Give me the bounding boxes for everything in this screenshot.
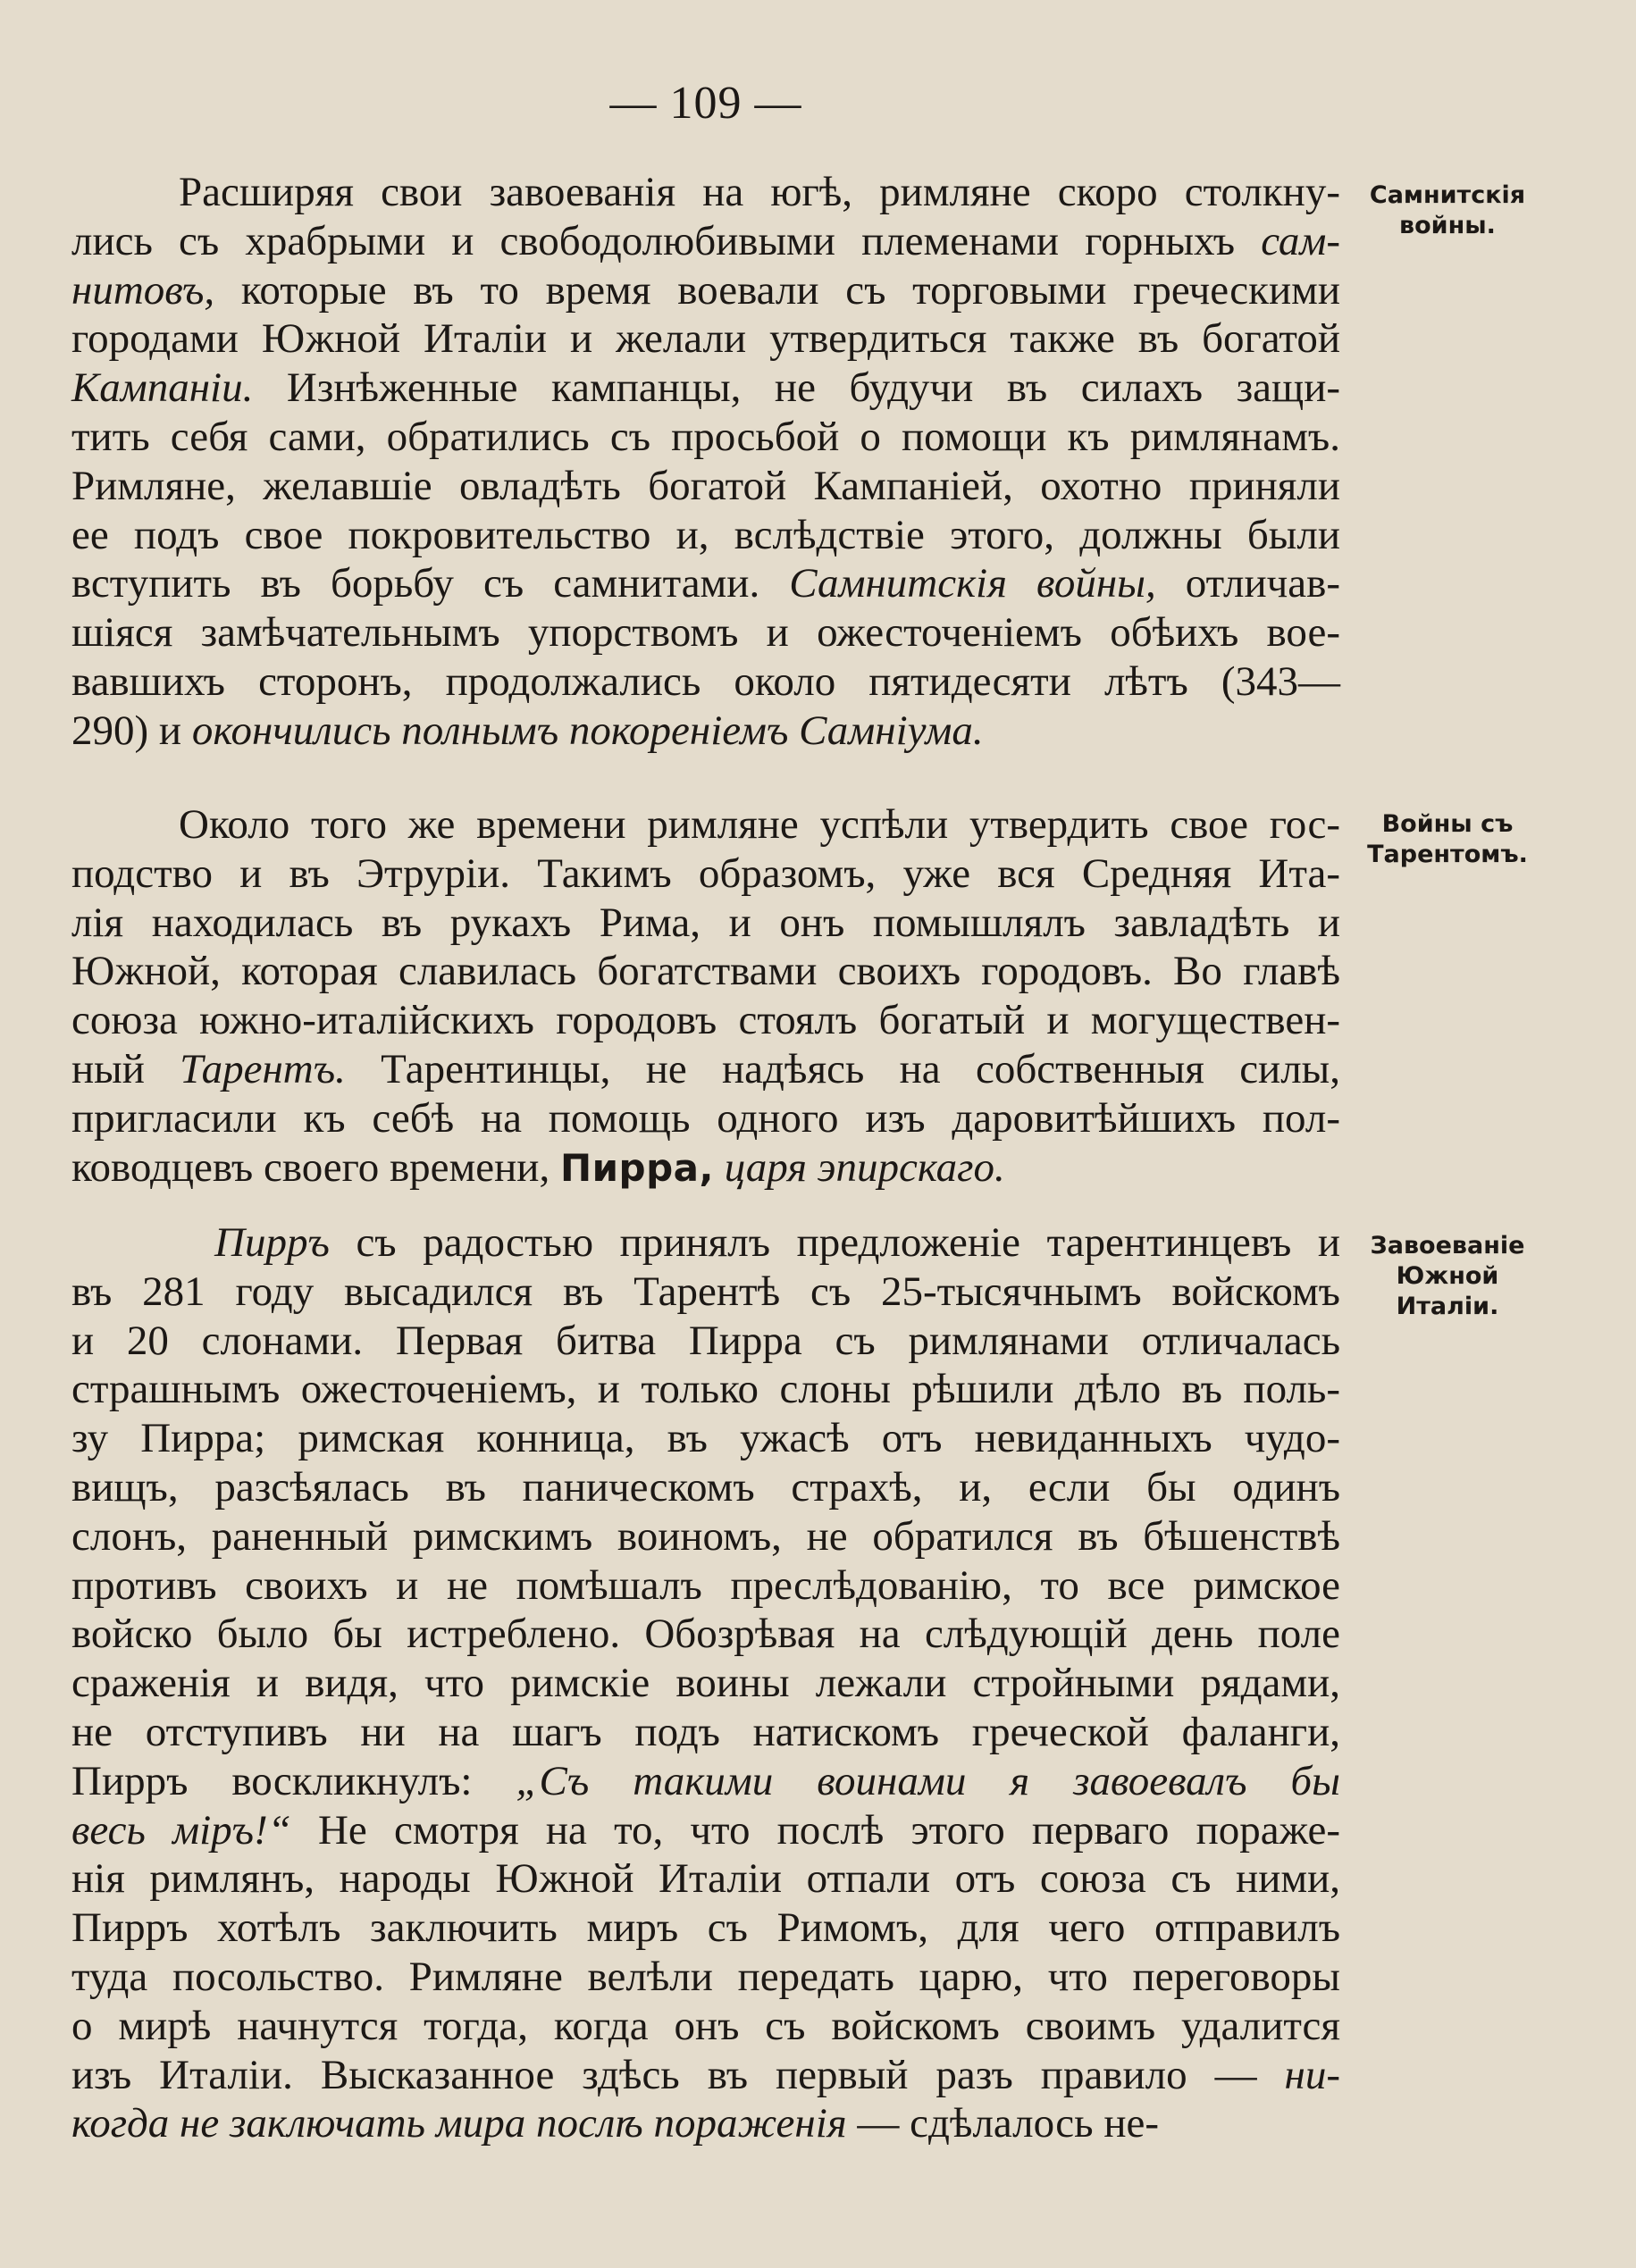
text-line (71, 1218, 1340, 1268)
text-line (71, 1512, 1340, 1561)
text-line (71, 1806, 1340, 1855)
text-segment: туда посольство. Римляне велѣли передать царю, что переговоры (71, 1953, 1340, 2000)
text-line (71, 168, 1340, 217)
text-segment: окончились полнымъ покореніемъ Самніума. (191, 707, 984, 754)
margin-note-line: Италіи. (1396, 1293, 1499, 1320)
text-segment: Расширяя свои завоеванія на югѣ, римляне скоро столкну- (179, 169, 1340, 215)
text-segment: которые въ то время воевали съ торговыми греческими (214, 266, 1340, 314)
text-line (71, 608, 1340, 657)
text-line (71, 899, 1340, 948)
margin-note-line: Войны съ (1381, 810, 1514, 838)
text-segment: вищъ, разсѣялась въ паническомъ страхѣ, и, если бы одинъ (71, 1463, 1340, 1511)
text-line (71, 2099, 1340, 2148)
text-line (71, 1143, 1340, 1193)
text-line (71, 849, 1340, 899)
text-segment: страшнымъ ожесточеніемъ, и только слоны рѣшили дѣло въ поль- (71, 1366, 1340, 1413)
text-segment: Кампаніи. (71, 364, 254, 412)
text-segment: Самнитскія войны, (789, 560, 1156, 607)
text-segment: Южной, которая славилась богатствами своихъ городовъ. Во главѣ (71, 948, 1340, 995)
text-segment (714, 1144, 725, 1191)
text-segment: вавшихъ сторонъ, продолжались около пятидесяти лѣтъ (343— (71, 657, 1340, 705)
text-segment: Тарентъ. (180, 1045, 346, 1092)
text-segment: сраженія и видя, что римскіе воины лежали стройными рядами, (71, 1660, 1340, 1707)
text-segment: съ радостью принялъ предложеніе тарентинцевъ и (329, 1219, 1340, 1266)
text-line (71, 266, 1340, 315)
text-line (71, 657, 1340, 707)
text-segment: лись съ храбрыми и свободолюбивыми племенами горныхъ (71, 217, 1262, 264)
paragraph-conquest-south-italy (71, 1218, 1340, 2148)
margin-note-line: Южной (1396, 1262, 1499, 1290)
text-segment: сам- (1261, 217, 1340, 264)
text-line (71, 413, 1340, 462)
text-segment: лія находилась въ рукахъ Рима, и онъ помышлялъ завладѣть и (71, 899, 1340, 946)
text-line (71, 511, 1340, 560)
text-segment: изъ Италіи. Высказанное здѣсь въ первый разъ правило — (71, 2051, 1285, 2098)
text-segment: противъ своихъ и не помѣшалъ преслѣдованію, то все римское (71, 1561, 1340, 1609)
margin-note-line: Тарентомъ. (1367, 841, 1528, 868)
text-line (71, 559, 1340, 608)
text-segment: Тарентинцы, не надѣясь на собственныя силы, (345, 1045, 1340, 1092)
text-segment: городами Южной Италіи и желали утвердиться также въ богатой (71, 315, 1340, 363)
text-segment: Около того же времени римляне успѣли утвердить свое гос- (179, 801, 1340, 848)
text-segment: царя эпирскаго. (724, 1143, 1005, 1191)
text-segment: пригласили къ себѣ на помощь одного изъ даровитѣйшихъ пол- (71, 1094, 1340, 1142)
text-segment: Не смотря на то, что послѣ этого перваго пораже- (290, 1806, 1340, 1854)
text-segment: „Съ такими воинами я завоевалъ бы (516, 1757, 1340, 1804)
text-line (71, 1365, 1340, 1414)
text-segment: нія римлянъ, народы Южной Италіи отпали отъ союза съ ними, (71, 1855, 1340, 1903)
text-line (71, 1904, 1340, 1953)
margin-note-samnite-wars (1340, 180, 1555, 241)
text-segment: вступить въ борьбу съ самнитами. (71, 560, 790, 607)
text-segment: Пирра, (559, 1145, 714, 1190)
text-segment: отличав- (1155, 560, 1340, 607)
text-segment: о мирѣ начнутся тогда, когда онъ съ войскомъ своимъ удалится (71, 2002, 1340, 2049)
text-line (71, 1659, 1340, 1708)
text-line (71, 314, 1340, 364)
text-line (71, 1953, 1340, 2002)
text-segment: ее подъ свое покровительство и, вслѣдствіе этого, должны были (71, 511, 1340, 558)
page-number: — 109 — (609, 78, 802, 129)
text-line (71, 2002, 1340, 2051)
text-line (71, 947, 1340, 996)
margin-note-line: войны. (1399, 212, 1496, 239)
text-segment: и 20 слонами. Первая битва Пирра съ римлянами отличалась (71, 1317, 1340, 1364)
text-line (71, 2051, 1340, 2100)
text-segment: войско было бы истреблено. Обозрѣвая на слѣдующій день поле (71, 1611, 1340, 1658)
margin-note-wars-with-tarentum (1340, 809, 1555, 870)
text-segment: ни- (1284, 2051, 1340, 2098)
text-line (71, 1708, 1340, 1757)
text-line (71, 1414, 1340, 1463)
text-segment: ководцевъ своего времени, (71, 1143, 560, 1191)
text-segment: не отступивъ ни на шагъ подъ натискомъ греческой фаланги, (71, 1708, 1340, 1755)
text-segment: когда не заключать мира послѣ пораженія (71, 2100, 847, 2147)
text-line (71, 462, 1340, 511)
text-segment: Пирръ (214, 1219, 330, 1266)
text-line (71, 1317, 1340, 1366)
margin-note-conquest-south-italy (1340, 1231, 1555, 1322)
text-line (71, 1045, 1340, 1094)
text-line (71, 1757, 1340, 1806)
text-segment: ный (71, 1045, 180, 1092)
text-segment: тить себя сами, обратились съ просьбой о помощи къ римлянамъ. (71, 413, 1340, 460)
margin-note-line: Завоеваніе (1370, 1232, 1525, 1260)
text-segment: Пирръ воскликнулъ: (71, 1757, 516, 1804)
text-segment: слонъ, раненный римскимъ воиномъ, не обратился въ бѣшенствѣ (71, 1512, 1340, 1560)
text-line (71, 1268, 1340, 1317)
text-line (71, 217, 1340, 266)
text-segment: Изнѣженные кампанцы, не будучи въ силахъ защи- (253, 364, 1340, 412)
text-segment: шіяся замѣчательнымъ упорствомъ и ожесточеніемъ обѣихъ вое- (71, 609, 1340, 657)
text-segment: весь міръ!“ (71, 1806, 291, 1854)
paragraph-wars-with-tarentum (71, 800, 1340, 1193)
text-segment: въ 281 году высадился въ Тарентѣ съ 25-тысячнымъ войскомъ (71, 1268, 1340, 1315)
text-segment: союза южно-италійскихъ городовъ стоялъ богатый и могуществен- (71, 997, 1340, 1044)
text-segment: нитовъ, (71, 266, 215, 314)
margin-note-line: Самнитскія (1369, 181, 1526, 209)
text-line (71, 996, 1340, 1045)
text-segment: зу Пирра; римская конница, въ ужасѣ отъ невиданныхъ чудо- (71, 1415, 1340, 1462)
text-line (71, 1094, 1340, 1143)
text-line (71, 364, 1340, 413)
text-segment: Пирръ хотѣлъ заключить миръ съ Римомъ, для чего отправилъ (71, 1904, 1340, 1952)
text-line (71, 707, 1340, 756)
text-line (71, 1610, 1340, 1659)
text-segment: 290) и (71, 707, 192, 754)
text-line (71, 800, 1340, 849)
text-line (71, 1561, 1340, 1611)
text-segment: — сдѣлалось не- (846, 2100, 1160, 2147)
paragraph-samnite-wars (71, 168, 1340, 756)
text-line (71, 1854, 1340, 1904)
text-line (71, 1463, 1340, 1512)
text-segment: подство и въ Этруріи. Такимъ образомъ, уже вся Средняя Ита- (71, 849, 1340, 897)
text-segment: Римляне, желавшіе овладѣть богатой Кампаніей, охотно приняли (71, 462, 1340, 509)
